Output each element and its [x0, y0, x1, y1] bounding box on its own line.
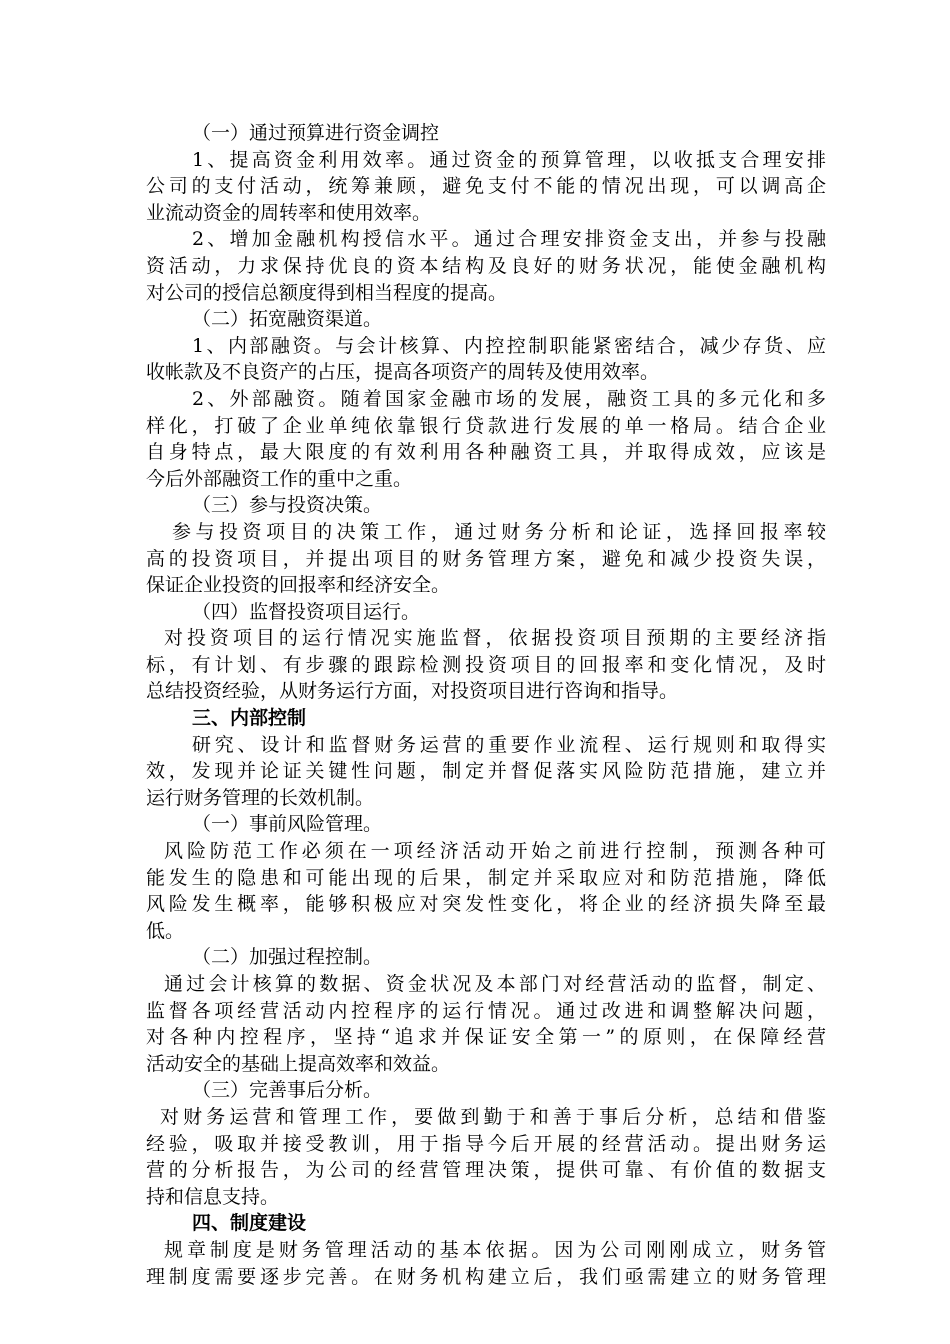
- paragraph-line: 运行财务管理的长效机制。: [146, 786, 375, 809]
- paragraph-line: 资活动，力求保持优良的资本结构及良好的财务状况，能使金融机构: [146, 254, 826, 277]
- paragraph-line: 研究、设计和监督财务运营的重要作业流程、运行规则和取得实: [192, 733, 826, 756]
- paragraph-line: 风险发生概率，能够积极应对突发性变化，将企业的经济损失降至最: [146, 893, 826, 916]
- paragraph-line: 对财务运营和管理工作，要做到勤于和善于事后分析，总结和借鉴: [160, 1105, 826, 1128]
- paragraph-line: 2、外部融资。随着国家金融市场的发展，融资工具的多元化和多: [192, 387, 826, 410]
- paragraph-line: 业流动资金的周转率和使用效率。: [146, 201, 432, 224]
- section-heading: （一）通过预算进行资金调控: [192, 122, 440, 144]
- section-heading: （二）加强过程控制。: [192, 946, 383, 969]
- paragraph-line: 参与投资项目的决策工作，通过财务分析和论证，选择回报率较: [172, 520, 826, 543]
- section-heading: （四）监督投资项目运行。: [192, 600, 421, 623]
- paragraph-line: 对各种内控程序，坚持“追求并保证安全第一”的原则，在保障经营: [146, 1026, 826, 1049]
- paragraph-line: 风险防范工作必须在一项经济活动开始之前进行控制，预测各种可: [164, 840, 826, 863]
- paragraph-line: 2、增加金融机构授信水平。通过合理安排资金支出，并参与投融: [192, 228, 826, 251]
- paragraph-line: 监督各项经营活动内控程序的运行情况。通过改进和调整解决问题，: [146, 999, 826, 1022]
- paragraph-line: 公司的支付活动，统筹兼顾，避免支付不能的情况出现，可以调高企: [146, 175, 826, 198]
- section-heading: （一）事前风险管理。: [192, 813, 383, 836]
- paragraph-line: 总结投资经验，从财务运行方面，对投资项目进行咨询和指导。: [146, 680, 679, 703]
- paragraph-line: 理制度需要逐步完善。在财务机构建立后，我们亟需建立的财务管理: [146, 1265, 826, 1288]
- paragraph-line: 标，有计划、有步骤的跟踪检测投资项目的回报率和变化情况，及时: [146, 653, 826, 676]
- paragraph-line: 今后外部融资工作的重中之重。: [146, 467, 413, 490]
- section-heading: （二）拓宽融资渠道。: [192, 308, 383, 331]
- paragraph-line: 营的分析报告，为公司的经营管理决策，提供可靠、有价值的数据支: [146, 1159, 826, 1182]
- paragraph-line: 样化，打破了企业单纯依靠银行贷款进行发展的单一格局。结合企业: [146, 414, 826, 437]
- paragraph-line: 保证企业投资的回报率和经济安全。: [146, 574, 451, 597]
- paragraph-line: 能发生的隐患和可能出现的后果，制定并采取应对和防范措施，降低: [146, 866, 826, 889]
- document-body: [146, 120, 826, 1290]
- chapter-heading: 三、内部控制: [192, 707, 307, 730]
- paragraph-line: 自身特点，最大限度的有效利用各种融资工具，并取得成效，应该是: [146, 441, 826, 464]
- paragraph-line: 经验，吸取并接受教训，用于指导今后开展的经营活动。提出财务运: [146, 1132, 826, 1155]
- paragraph-line: 收帐款及不良资产的占压，提高各项资产的周转及使用效率。: [146, 361, 660, 384]
- paragraph-line: 规章制度是财务管理活动的基本依据。因为公司刚刚成立，财务管: [164, 1238, 826, 1261]
- section-heading: （三）完善事后分析。: [192, 1079, 383, 1102]
- paragraph-line: 1、提高资金利用效率。通过资金的预算管理，以收抵支合理安排: [192, 148, 826, 171]
- paragraph-line: 对投资项目的运行情况实施监督，依据投资项目预期的主要经济指: [164, 627, 826, 650]
- paragraph-line: 持和信息支持。: [146, 1185, 280, 1208]
- paragraph-line: 通过会计核算的数据、资金状况及本部门对经营活动的监督，制定、: [164, 973, 826, 995]
- section-heading: （三）参与投资决策。: [192, 494, 383, 517]
- paragraph-line: 活动安全的基础上提高效率和效益。: [146, 1052, 451, 1075]
- chapter-heading: 四、制度建设: [192, 1212, 307, 1235]
- paragraph-line: 效，发现并论证关键性问题，制定并督促落实风险防范措施，建立并: [146, 760, 826, 783]
- paragraph-line: 低。: [146, 919, 185, 942]
- paragraph-line: 对公司的授信总额度得到相当程度的提高。: [146, 281, 508, 304]
- paragraph-line: 1、内部融资。与会计核算、内控控制职能紧密结合，减少存货、应: [192, 334, 826, 357]
- paragraph-line: 高的投资项目，并提出项目的财务管理方案，避免和减少投资失误，: [146, 547, 826, 570]
